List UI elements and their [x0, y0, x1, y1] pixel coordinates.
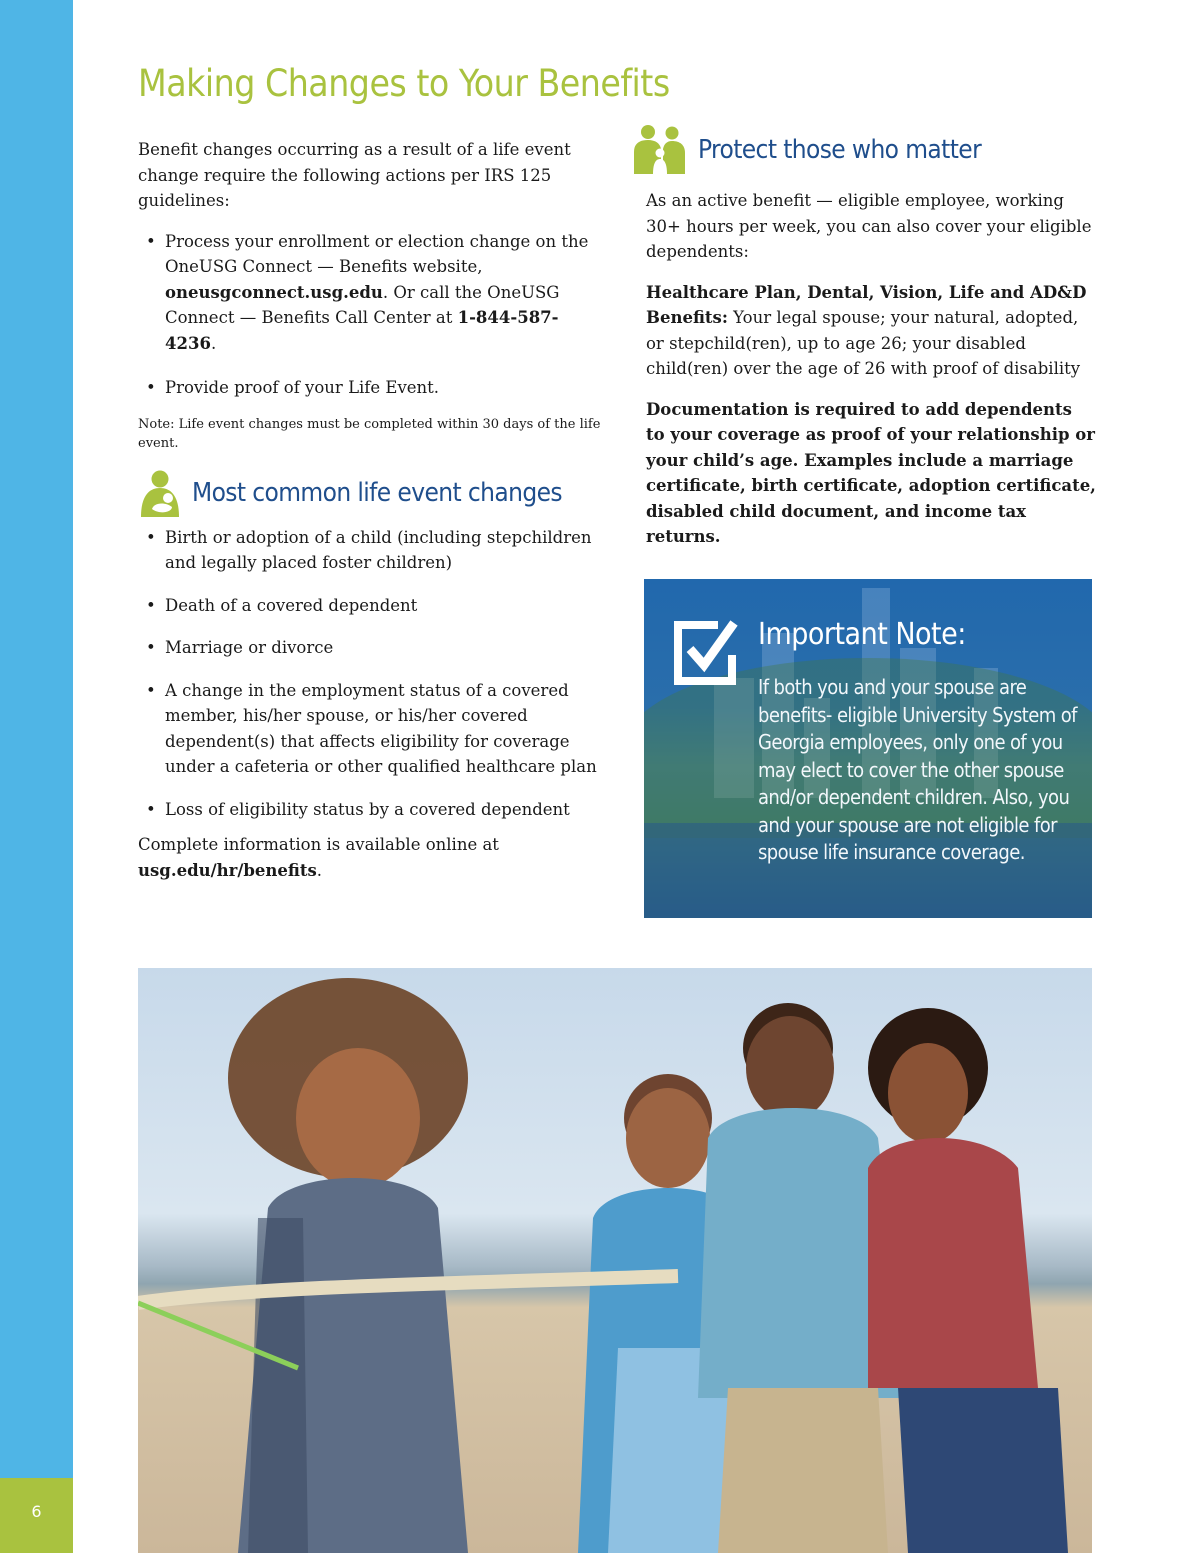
intro-text: Benefit changes occurring as a result of a life event change require the following actions per IRS 125 guidelines: [138, 140, 571, 210]
deadline-note: Note: Life event changes must be completed within 30 days of the life event. [138, 416, 601, 451]
more-info-text: Complete information is available online at usg.edu/hr/benefits. [138, 835, 499, 880]
family-beach-photo [138, 968, 1092, 1553]
dependents-intro: As an active benefit — eligible employee, working 30+ hours per week, you can also cover your eligible dependents: [646, 191, 1092, 261]
life-event-item: • Loss of eligibility status by a covered dependent [138, 797, 608, 823]
right-column [646, 188, 1096, 550]
step-proof: • Provide proof of your Life Event. [138, 375, 608, 401]
life-event-item: • A change in the employment status of a covered member, his/her spouse, or his/her covered dependent(s) that affects eligibility for coverage under a cafeteria or other qualified healthcare plan [138, 678, 608, 780]
benefits-link[interactable]: usg.edu/hr/benefits [138, 860, 317, 880]
left-column [138, 137, 608, 883]
important-note-body: If both you and your spouse are benefits- eligible University System of Georgia employees, only one of you may elect to cover the other spouse and/or dependent children. Also, you and your spouse are not eligible for spouse life insurance coverage. [758, 675, 1077, 864]
page-title: Making Changes to Your Benefits [138, 62, 670, 105]
page-number-box [0, 1478, 73, 1553]
coverage-eligibility: Healthcare Plan, Dental, Vision, Life and AD&D Benefits: Your legal spouse; your natural, adopted, or stepchild(ren), up to age 26; your disabled child(ren) over the age of 26 with proof of disability [646, 282, 1087, 378]
parent-child-icon [138, 469, 188, 519]
life-event-item: • Marriage or divorce [138, 635, 608, 661]
documentation-text: Documentation is required to add dependents to your coverage as proof of your relationship or your child’s age. Examples include a marriage certificate, birth certificate, adoption certificate, disabled child document, and income tax returns. [646, 399, 1096, 546]
life-events-list [138, 525, 608, 823]
important-note-box [644, 579, 1092, 918]
family-tug-of-war-illustration [138, 968, 1092, 1553]
life-event-item: • Birth or adoption of a child (including stepchildren and legally placed foster children) [138, 525, 608, 576]
checkbox-check-icon [670, 617, 740, 687]
page-number: 6 [31, 1502, 42, 1521]
events-heading: Most common life event changes [192, 477, 562, 508]
protect-heading-row [632, 124, 981, 176]
family-icon [632, 124, 692, 176]
important-note-title: Important Note: [758, 617, 966, 652]
protect-heading: Protect those who matter [698, 135, 982, 165]
coverage-label: Healthcare Plan, Dental, Vision, Life and AD&D Benefits: [646, 282, 1087, 327]
events-heading-row [138, 469, 608, 519]
step-enroll: • Process your enrollment or election change on the OneUSG Connect — Benefits website, oneusgconnect.usg.edu. Or call the OneUSG Connect — Benefits Call Center at 1-844-587-4236. [138, 229, 608, 357]
action-steps-list [138, 229, 608, 401]
phone-number[interactable]: 1-844-587-4236 [165, 308, 559, 353]
website-link[interactable]: oneusgconnect.usg.edu [165, 282, 383, 302]
side-color-bar [0, 0, 73, 1478]
life-event-item: • Death of a covered dependent [138, 593, 608, 619]
